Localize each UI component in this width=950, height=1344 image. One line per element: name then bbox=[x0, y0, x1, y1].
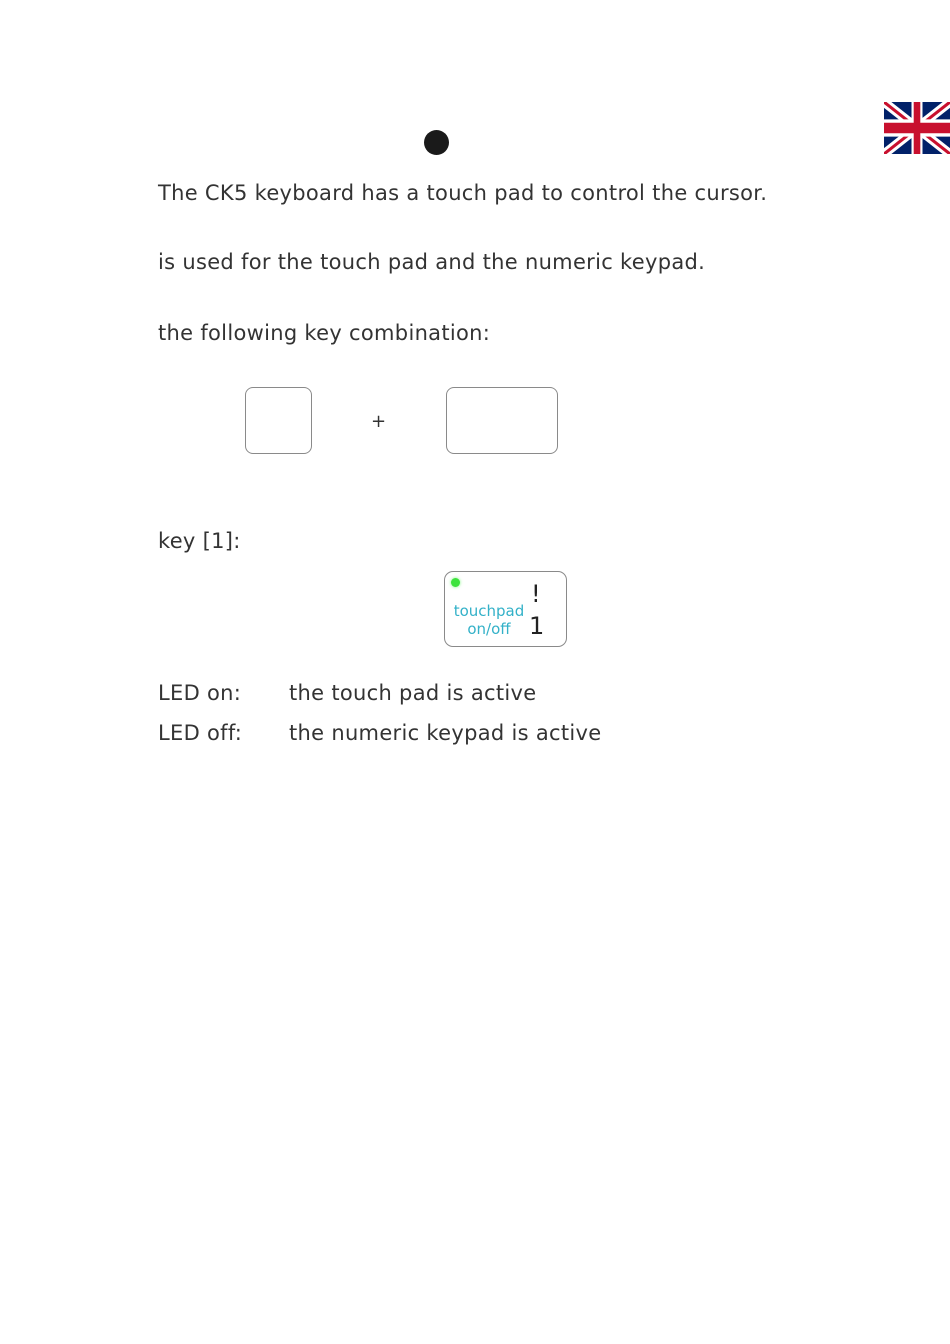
key-small bbox=[245, 387, 312, 454]
touchpad-label-line1: touchpad bbox=[453, 602, 525, 620]
led-indicator bbox=[451, 578, 460, 587]
touchpad-key bbox=[444, 571, 567, 647]
plus-sign: + bbox=[371, 411, 387, 432]
usage-text: is used for the touch pad and the numeric keypad. bbox=[158, 250, 706, 274]
uk-flag-icon bbox=[884, 102, 950, 154]
touchpad-label-line2: on/off bbox=[467, 620, 511, 638]
led-off-label: LED off: bbox=[158, 721, 243, 745]
led-off-meaning: the numeric keypad is active bbox=[289, 721, 602, 745]
digit-one-symbol: 1 bbox=[529, 612, 545, 640]
bullet-icon bbox=[424, 130, 449, 155]
exclamation-symbol: ! bbox=[531, 580, 541, 608]
key-reference-text: key [1]: bbox=[158, 529, 241, 553]
intro-text: The CK5 keyboard has a touch pad to control the cursor. bbox=[158, 181, 768, 205]
key-wide bbox=[446, 387, 558, 454]
led-on-meaning: the touch pad is active bbox=[289, 681, 537, 705]
combination-text: the following key combination: bbox=[158, 321, 491, 345]
led-on-label: LED on: bbox=[158, 681, 242, 705]
